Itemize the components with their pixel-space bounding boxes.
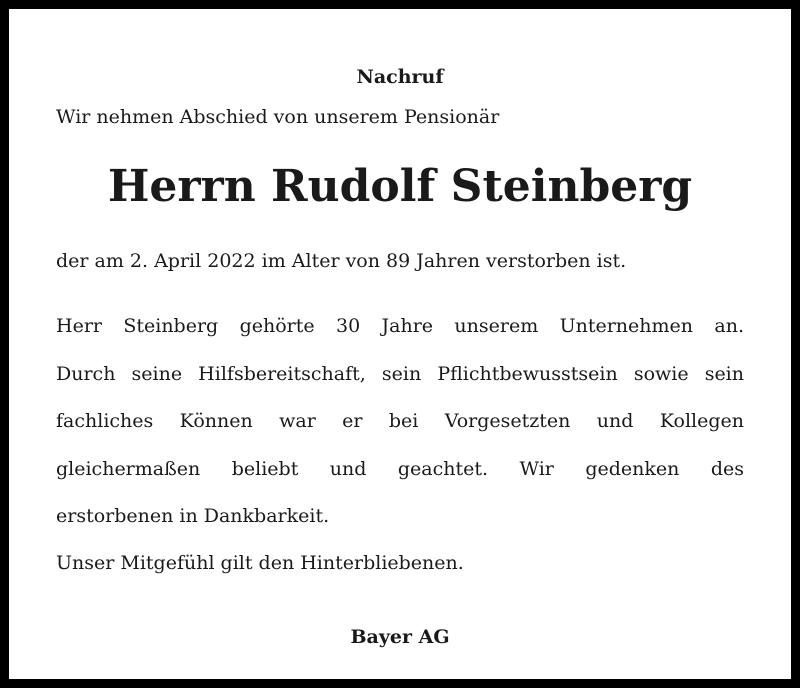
tribute-line: gleichermaßen beliebt und geachtet. Wir gedenken des bbox=[56, 457, 744, 480]
signature-company: Bayer AG bbox=[350, 626, 450, 648]
death-date-line: der am 2. April 2022 im Alter von 89 Jahren verstorben ist. bbox=[56, 250, 627, 272]
deceased-name: Herrn Rudolf Steinberg bbox=[107, 161, 693, 212]
sympathy-line: Unser Mitgefühl gilt den Hinterbliebenen. bbox=[56, 552, 464, 574]
tribute-line: fachliches Können war er bei Vorgesetzten und Kollegen bbox=[56, 410, 744, 432]
tribute-paragraph bbox=[56, 303, 744, 541]
tribute-line: Durch seine Hilfsbereitschaft, sein Pflichtbewusstsein sowie sein bbox=[56, 362, 744, 385]
tribute-line: Herr Steinberg gehörte 30 Jahre unserem Unternehmen an. bbox=[56, 315, 744, 337]
intro-line: Wir nehmen Abschied von unserem Pensionär bbox=[56, 106, 500, 128]
tribute-line: erstorbenen in Dankbarkeit. bbox=[56, 505, 330, 527]
notice-heading: Nachruf bbox=[356, 66, 444, 88]
